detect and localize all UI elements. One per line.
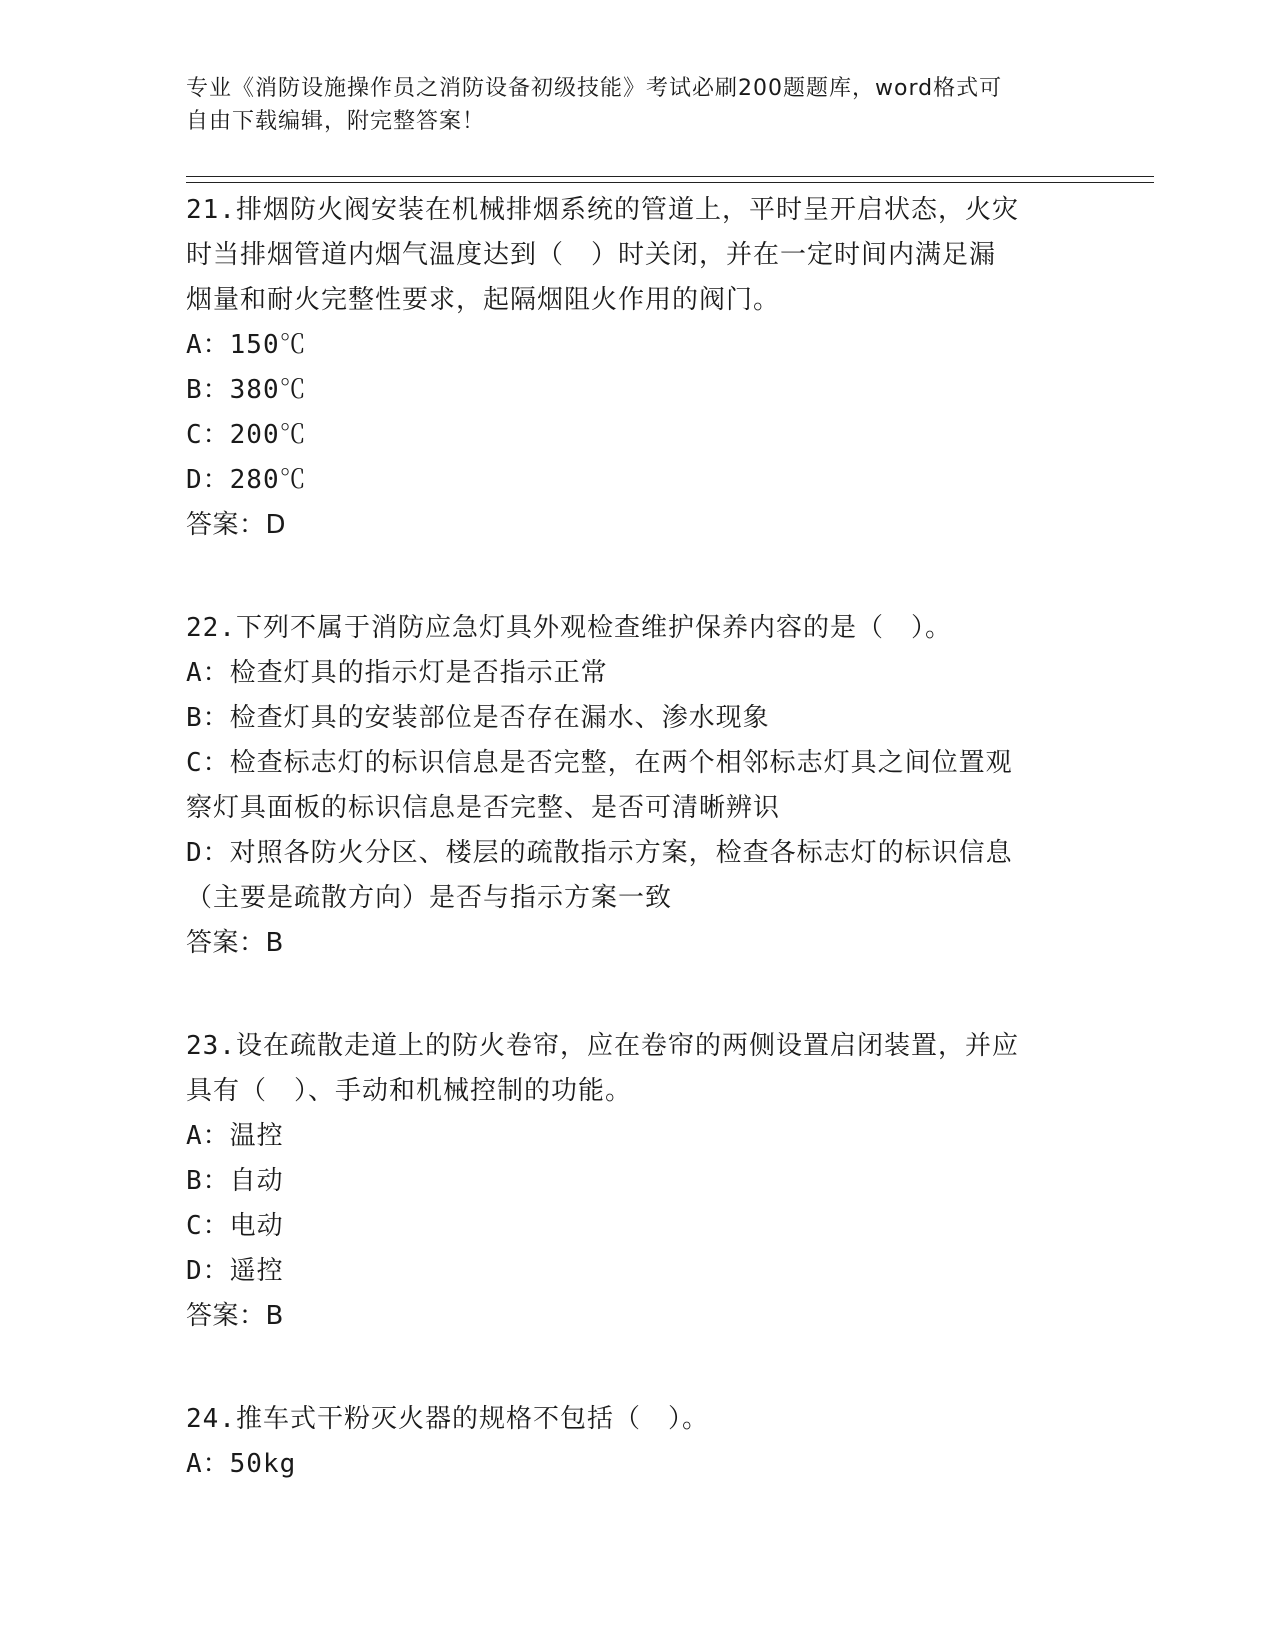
answer-option-line: D：遥控 xyxy=(186,1256,284,1286)
question-stem-line: 烟量和耐火完整性要求，起隔烟阻火作用的阀门。 xyxy=(186,285,781,315)
answer-option-line: C：检查标志灯的标识信息是否完整，在两个相邻标志灯具之间位置观 xyxy=(186,748,1013,778)
question-stem-line: 21.排烟防火阀安装在机械排烟系统的管道上，平时呈开启状态，火灾 xyxy=(186,195,1019,225)
answer-option-line: D：280℃ xyxy=(186,465,307,495)
answer-key: 答案：B xyxy=(186,928,284,958)
question-block xyxy=(186,1024,1086,1339)
question-block xyxy=(186,1397,1086,1487)
document-header xyxy=(186,72,1086,138)
question-stem-line: 具有（ ）、手动和机械控制的功能。 xyxy=(186,1076,633,1106)
answer-option-line: A：检查灯具的指示灯是否指示正常 xyxy=(186,658,608,688)
header-line-1: 专业《消防设施操作员之消防设备初级技能》考试必刷200题题库，word格式可 xyxy=(186,76,1003,101)
question-stem-line: 24.推车式干粉灭火器的规格不包括（ ）。 xyxy=(186,1404,709,1434)
answer-key: 答案：D xyxy=(186,510,287,540)
answer-option-line: C：200℃ xyxy=(186,420,307,450)
header-line-2: 自由下载编辑，附完整答案！ xyxy=(186,109,486,134)
header-divider-top xyxy=(186,176,1154,177)
answer-option-line: C：电动 xyxy=(186,1211,284,1241)
answer-option-line: （主要是疏散方向）是否与指示方案一致 xyxy=(186,883,673,913)
answer-option-line: D：对照各防火分区、楼层的疏散指示方案，检查各标志灯的标识信息 xyxy=(186,838,1013,868)
header-divider-bottom xyxy=(186,182,1154,183)
question-list xyxy=(186,188,1086,1545)
question-stem-line: 时当排烟管道内烟气温度达到（ ）时关闭，并在一定时间内满足漏 xyxy=(186,240,997,270)
answer-option-line: A：温控 xyxy=(186,1121,284,1151)
answer-option-line: B：380℃ xyxy=(186,375,307,405)
answer-option-line: 察灯具面板的标识信息是否完整、是否可清晰辨识 xyxy=(186,793,781,823)
answer-option-line: B：自动 xyxy=(186,1166,284,1196)
answer-option-line: A：50kg xyxy=(186,1449,297,1479)
question-block xyxy=(186,188,1086,548)
question-block xyxy=(186,606,1086,966)
question-stem-line: 22.下列不属于消防应急灯具外观检查维护保养内容的是（ ）。 xyxy=(186,613,952,643)
question-stem-line: 23.设在疏散走道上的防火卷帘，应在卷帘的两侧设置启闭装置，并应 xyxy=(186,1031,1019,1061)
answer-option-line: A：150℃ xyxy=(186,330,307,360)
answer-key: 答案：B xyxy=(186,1301,284,1331)
answer-option-line: B：检查灯具的安装部位是否存在漏水、渗水现象 xyxy=(186,703,770,733)
